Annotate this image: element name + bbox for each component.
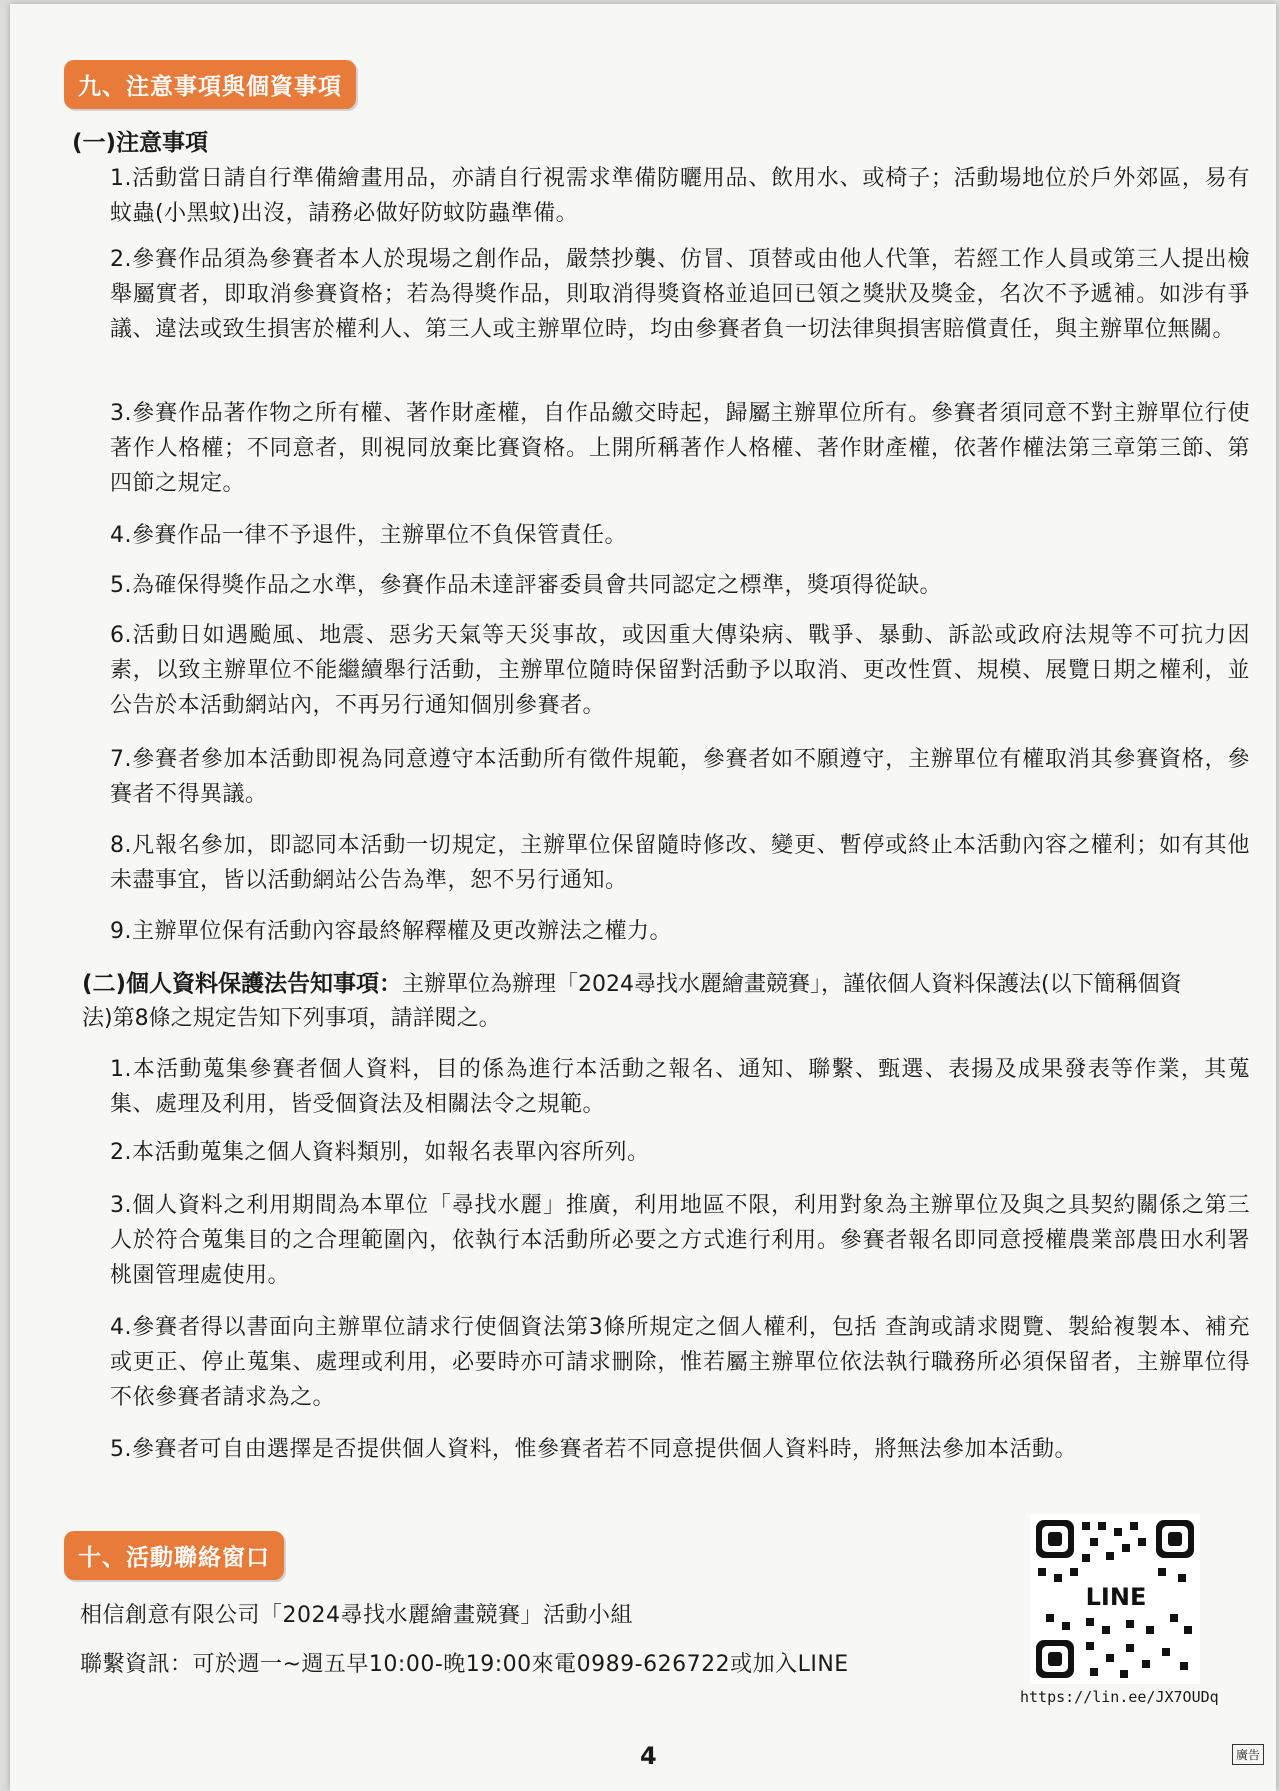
note-9: 9.主辦單位保有活動內容最終解釋權及更改辦法之權力。	[110, 919, 672, 944]
privacy-intro-text: 主辦單位為辦理「2024尋找水麗繪畫競賽」，謹依個人資料保護法(以下簡稱個資法)第8條之規定告知下列事項，請詳閱之。	[82, 972, 1182, 1031]
qr-line-label: LINE	[1085, 1583, 1147, 1611]
note-1: 1.活動當日請自行準備繪畫用品，亦請自行視需求準備防曬用品、飲用水、或椅子；活動場地位於戶外郊區，易有蚊蟲(小黑蚊)出沒，請務必做好防蚊防蟲準備。	[110, 166, 1250, 226]
page-number: 4	[640, 1742, 657, 1770]
contact-line: 聯繫資訊：可於週一~週五早10:00-晚19:00來電0989-626722或加入LINE	[80, 1652, 849, 1677]
note-2: 2.參賽作品須為參賽者本人於現場之創作品，嚴禁抄襲、仿冒、頂替或由他人代筆，若經工作人員或第三人提出檢舉屬實者，即取消參賽資格；若為得獎作品，則取消得獎資格並追回已領之獎狀及獎金，名次不予遞補。如涉有爭議、違法或致生損害於權利人、第三人或主辦單位時，均由參賽者負一切法律與損害賠償責任，與主辦單位無關。	[110, 247, 1250, 342]
organizer-line: 相信創意有限公司「2024尋找水麗繪畫競賽」活動小組	[80, 1603, 633, 1628]
ad-tag: 廣告	[1232, 1744, 1264, 1765]
note-5: 5.為確保得獎作品之水準，參賽作品未達評審委員會共同認定之標準，獎項得從缺。	[110, 573, 942, 598]
privacy-1: 1.本活動蒐集參賽者個人資料，目的係為進行本活動之報名、通知、聯繫、甄選、表揚及成果發表等作業，其蒐集、處理及利用，皆受個資法及相關法令之規範。	[110, 1057, 1250, 1117]
line-url[interactable]: https://lin.ee/JX7OUDq	[1020, 1688, 1219, 1706]
note-6: 6.活動日如遇颱風、地震、惡劣天氣等天災事故，或因重大傳染病、戰爭、暴動、訴訟或政府法規等不可抗力因素，以致主辦單位不能繼續舉行活動，主辦單位隨時保留對活動予以取消、更改性質、規模、展覽日期之權利，並公告於本活動網站內，不再另行通知個別參賽者。	[110, 623, 1250, 718]
note-3: 3.參賽作品著作物之所有權、著作財產權，自作品繳交時起，歸屬主辦單位所有。參賽者須同意不對主辦單位行使著作人格權；不同意者，則視同放棄比賽資格。上開所稱著作人格權、著作財產權，依著作權法第三章第三節、第四節之規定。	[110, 401, 1250, 496]
note-7: 7.參賽者參加本活動即視為同意遵守本活動所有徵件規範，參賽者如不願遵守，主辦單位有權取消其參賽資格，參賽者不得異議。	[110, 747, 1250, 807]
privacy-3: 3.個人資料之利用期間為本單位「尋找水麗」推廣，利用地區不限，利用對象為主辦單位及與之具契約關係之第三人於符合蒐集目的之合理範圍內，依執行本活動所必要之方式進行利用。參賽者報名即同意授權農業部農田水利署桃園管理處使用。	[110, 1193, 1250, 1288]
line-qr-code[interactable]	[1030, 1514, 1200, 1684]
note-4: 4.參賽作品一律不予退件，主辦單位不負保管責任。	[110, 523, 627, 548]
privacy-heading: (二)個人資料保護法告知事項：	[82, 971, 403, 997]
privacy-4: 4.參賽者得以書面向主辦單位請求行使個資法第3條所規定之個人權利，包括 查詢或請求閱覽、製給複製本、補充或更正、停止蒐集、處理或利用，必要時亦可請求刪除，惟若屬主辦單位依法執行職務所必須保留者，主辦單位得不依參賽者請求為之。	[110, 1315, 1250, 1410]
document-page	[10, 4, 1276, 1791]
section-9-title: 九、注意事項與個資事項	[64, 60, 356, 109]
section-10-title: 十、活動聯絡窗口	[64, 1531, 284, 1580]
privacy-2: 2.本活動蒐集之個人資料類別，如報名表單內容所列。	[110, 1140, 650, 1165]
note-8: 8.凡報名參加，即認同本活動一切規定，主辦單位保留隨時修改、變更、暫停或終止本活動內容之權利；如有其他未盡事宜，皆以活動網站公告為準，恕不另行通知。	[110, 833, 1250, 893]
notes-heading: (一)注意事項	[72, 130, 209, 156]
privacy-5: 5.參賽者可自由選擇是否提供個人資料，惟參賽者若不同意提供個人資料時，將無法參加本活動。	[110, 1437, 1077, 1462]
privacy-intro	[82, 967, 1182, 1036]
